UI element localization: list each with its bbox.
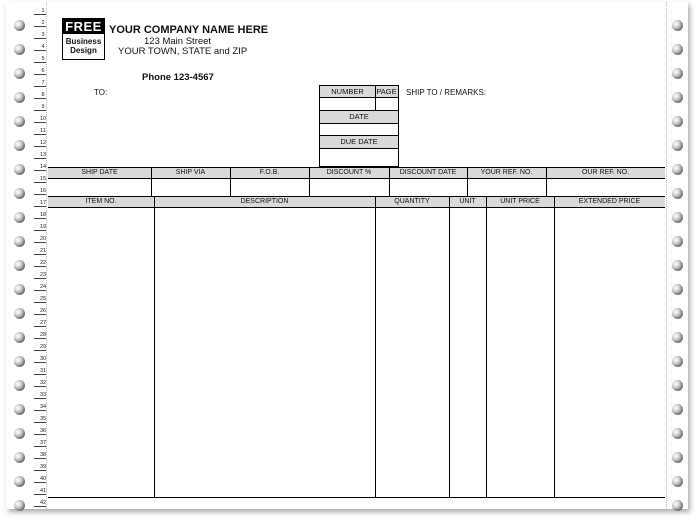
col-divider	[449, 197, 450, 497]
pinfeed-hole	[672, 260, 683, 271]
pinfeed-hole	[672, 332, 683, 343]
line-number: 30	[39, 356, 47, 362]
line-tick	[34, 482, 46, 483]
header-unit: UNIT	[459, 198, 476, 205]
line-tick	[34, 314, 46, 315]
line-tick	[34, 98, 46, 99]
line-tick	[34, 122, 46, 123]
line-number: 19	[39, 224, 47, 230]
line-number: 31	[39, 368, 47, 374]
pinfeed-hole	[672, 284, 683, 295]
logo-business-design-text	[63, 34, 104, 55]
line-number: 35	[39, 416, 47, 422]
pinfeed-hole	[14, 260, 25, 271]
line-number: 9	[41, 104, 45, 110]
line-number: 7	[41, 80, 45, 86]
line-tick	[34, 458, 46, 459]
right-pinfeed-strip	[666, 2, 688, 509]
due-date-field[interactable]	[320, 149, 398, 166]
company-street: 123 Main Street	[144, 36, 212, 47]
page-label: PAGE	[376, 87, 397, 96]
pinfeed-hole	[672, 500, 683, 511]
line-number: 23	[39, 272, 47, 278]
pinfeed-hole	[14, 308, 25, 319]
line-tick	[34, 182, 46, 183]
date-label: DATE	[349, 112, 369, 121]
line-items-table	[48, 196, 665, 498]
pinfeed-hole	[672, 356, 683, 367]
line-tick	[34, 302, 46, 303]
line-number: 13	[39, 152, 47, 158]
pinfeed-hole	[672, 236, 683, 247]
line-number: 32	[39, 380, 47, 386]
line-number: 17	[39, 200, 47, 206]
line-number: 15	[39, 176, 47, 182]
col-divider	[546, 168, 547, 196]
line-number: 33	[39, 392, 47, 398]
line-tick	[34, 74, 46, 75]
pinfeed-hole	[672, 44, 683, 55]
line-tick	[34, 266, 46, 267]
line-tick	[34, 398, 46, 399]
line-tick	[34, 86, 46, 87]
ship-to-remarks-label: SHIP TO / REMARKS:	[406, 88, 487, 97]
line-number: 21	[39, 248, 47, 254]
pinfeed-hole	[14, 20, 25, 31]
header-fob: F.O.B.	[259, 169, 280, 176]
header-discount-date: DISCOUNT DATE	[399, 169, 457, 176]
line-number: 16	[39, 188, 47, 194]
pinfeed-hole	[672, 68, 683, 79]
line-tick	[34, 494, 46, 495]
line-number: 41	[39, 488, 47, 494]
due-date-header	[320, 136, 398, 149]
line-tick	[34, 218, 46, 219]
header-unit-price: UNIT PRICE	[500, 198, 540, 205]
pinfeed-hole	[672, 212, 683, 223]
pinfeed-hole	[672, 404, 683, 415]
line-number: 24	[39, 284, 47, 290]
line-number: 18	[39, 212, 47, 218]
pinfeed-hole	[672, 20, 683, 31]
pinfeed-hole	[672, 380, 683, 391]
line-tick	[34, 62, 46, 63]
col-divider	[151, 168, 152, 196]
pinfeed-hole	[672, 308, 683, 319]
line-number: 12	[39, 140, 47, 146]
header-description: DESCRIPTION	[240, 198, 289, 205]
line-number: 6	[41, 68, 45, 74]
line-number: 25	[39, 296, 47, 302]
line-tick	[34, 362, 46, 363]
header-discount-percent: DISCOUNT %	[326, 169, 372, 176]
line-tick	[34, 386, 46, 387]
line-tick	[34, 446, 46, 447]
line-tick	[34, 134, 46, 135]
pinfeed-hole	[14, 428, 25, 439]
shipping-info-table	[48, 167, 665, 197]
pinfeed-hole	[672, 452, 683, 463]
pinfeed-hole	[14, 116, 25, 127]
line-number: 34	[39, 404, 47, 410]
number-date-block	[319, 85, 399, 167]
header-your-ref-no: YOUR REF. NO.	[480, 169, 533, 176]
line-number: 42	[39, 500, 47, 506]
col-divider	[486, 197, 487, 497]
pinfeed-hole	[672, 116, 683, 127]
line-tick	[34, 50, 46, 51]
pinfeed-hole	[14, 500, 25, 511]
pinfeed-hole	[672, 188, 683, 199]
line-number: 22	[39, 260, 47, 266]
line-tick	[34, 230, 46, 231]
number-field[interactable]	[320, 98, 398, 111]
pinfeed-hole	[14, 236, 25, 247]
line-number: 26	[39, 308, 47, 314]
line-tick	[34, 170, 46, 171]
col-divider	[230, 168, 231, 196]
line-number: 38	[39, 452, 47, 458]
line-number: 20	[39, 236, 47, 242]
line-tick	[34, 374, 46, 375]
pinfeed-hole	[14, 212, 25, 223]
header-ship-via: SHIP VIA	[175, 169, 206, 176]
line-tick	[34, 194, 46, 195]
line-number: 1	[41, 8, 45, 14]
date-field[interactable]	[320, 124, 398, 136]
pinfeed-hole	[14, 92, 25, 103]
pinfeed-hole	[14, 188, 25, 199]
header-quantity: QUANTITY	[394, 198, 430, 205]
line-tick	[34, 350, 46, 351]
line-tick	[34, 110, 46, 111]
col-divider	[154, 197, 155, 497]
line-tick	[34, 158, 46, 159]
company-city: YOUR TOWN, STATE and ZIP	[118, 46, 248, 57]
line-tick	[34, 338, 46, 339]
line-number: 14	[39, 164, 47, 170]
to-label: TO:	[94, 88, 108, 97]
logo-line-business: Business	[65, 37, 102, 46]
pinfeed-hole	[14, 164, 25, 175]
line-number: 39	[39, 464, 47, 470]
right-perforation	[666, 2, 667, 509]
number-page-header	[320, 86, 398, 98]
date-header	[320, 111, 398, 124]
company-phone: Phone 123-4567	[142, 72, 214, 83]
number-label: NUMBER	[331, 87, 364, 96]
logo-line-design: Design	[70, 46, 97, 55]
line-number: 10	[39, 116, 47, 122]
line-number: 3	[41, 32, 45, 38]
line-tick	[34, 506, 46, 507]
due-date-label: DUE DATE	[340, 137, 378, 146]
shipping-info-header	[48, 168, 665, 179]
line-number: 2	[41, 20, 45, 26]
company-name: YOUR COMPANY NAME HERE	[109, 24, 269, 36]
pinfeed-hole	[14, 404, 25, 415]
invoice-form	[6, 2, 688, 509]
pinfeed-hole	[14, 380, 25, 391]
left-pinfeed-strip	[6, 2, 49, 509]
line-tick	[34, 242, 46, 243]
line-number: 36	[39, 428, 47, 434]
line-tick	[34, 326, 46, 327]
line-number: 28	[39, 332, 47, 338]
col-divider	[389, 168, 390, 196]
header-item-no: ITEM NO.	[85, 198, 117, 205]
line-number: 37	[39, 440, 47, 446]
col-divider	[309, 168, 310, 196]
line-tick	[34, 206, 46, 207]
pinfeed-hole	[14, 356, 25, 367]
col-divider	[467, 168, 468, 196]
line-tick	[34, 470, 46, 471]
pinfeed-hole	[672, 428, 683, 439]
line-number: 4	[41, 44, 45, 50]
pinfeed-hole	[672, 164, 683, 175]
line-tick	[34, 254, 46, 255]
line-number: 40	[39, 476, 47, 482]
pinfeed-hole	[14, 476, 25, 487]
line-tick	[34, 14, 46, 15]
line-number: 27	[39, 320, 47, 326]
line-number: 8	[41, 92, 45, 98]
header-ship-date: SHIP DATE	[81, 169, 118, 176]
pinfeed-hole	[14, 68, 25, 79]
col-divider	[375, 197, 376, 497]
header-extended-price: EXTENDED PRICE	[578, 198, 641, 205]
pinfeed-hole	[14, 332, 25, 343]
line-items-header	[48, 197, 665, 208]
line-tick	[34, 146, 46, 147]
line-tick	[34, 410, 46, 411]
pinfeed-hole	[14, 452, 25, 463]
line-number: 11	[40, 128, 46, 134]
line-tick	[34, 422, 46, 423]
col-divider	[554, 197, 555, 497]
logo-free-text: FREE	[63, 19, 104, 34]
pinfeed-hole	[672, 92, 683, 103]
pinfeed-hole	[14, 140, 25, 151]
pinfeed-hole	[14, 44, 25, 55]
pinfeed-hole	[672, 140, 683, 151]
header-our-ref-no: OUR REF. NO.	[581, 169, 630, 176]
free-business-design-logo	[62, 18, 105, 60]
line-tick	[34, 26, 46, 27]
pinfeed-hole	[14, 284, 25, 295]
line-tick	[34, 434, 46, 435]
line-tick	[34, 38, 46, 39]
pinfeed-hole	[672, 476, 683, 487]
line-tick	[34, 290, 46, 291]
line-number: 5	[41, 56, 45, 62]
line-tick	[34, 278, 46, 279]
line-number: 29	[39, 344, 47, 350]
